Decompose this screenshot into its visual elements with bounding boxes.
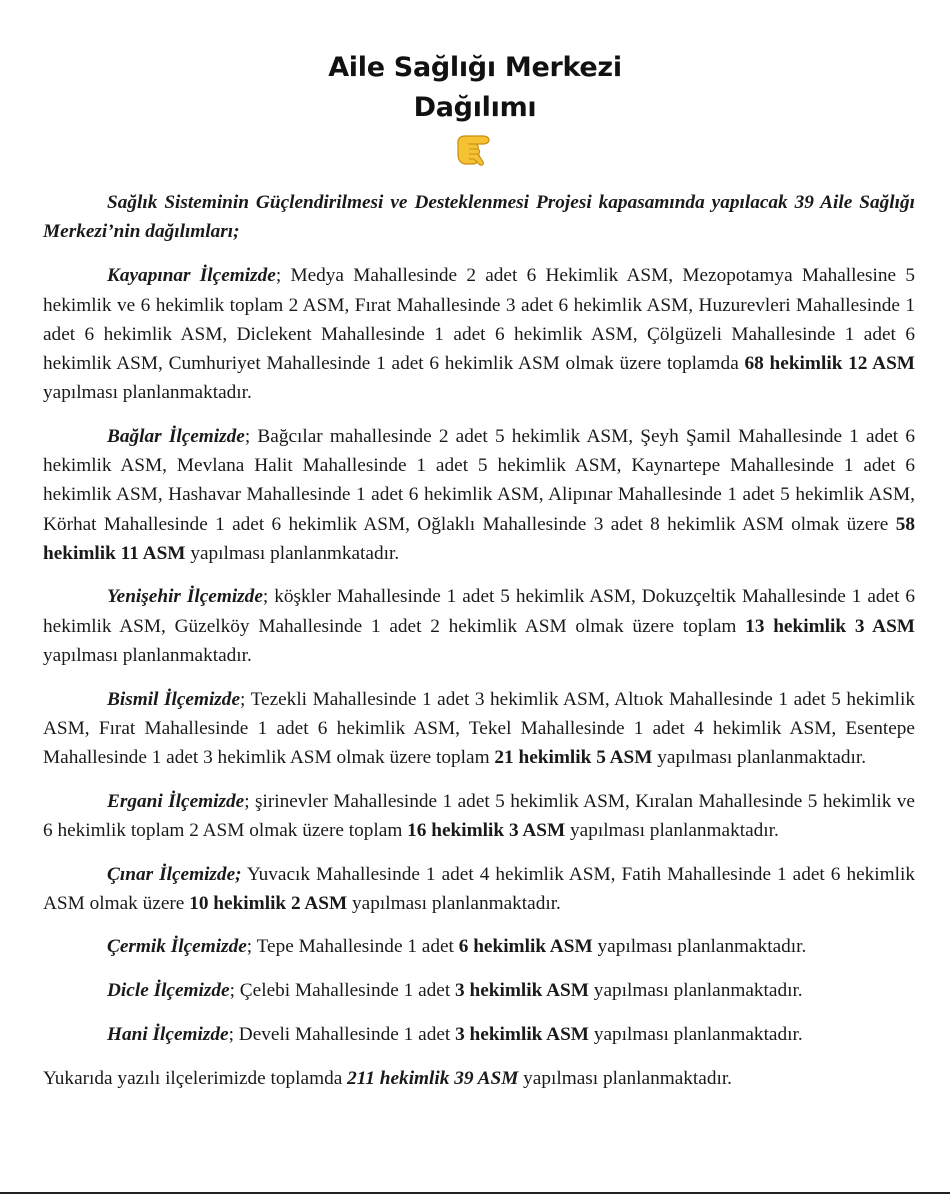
district-paragraph-bismil: Bismil İlçemizde; Tezekli Mahallesinde 1 adet 3 hekimlik ASM, Altıok Mahallesinde 1 adet 5 hekimlik ASM, Fırat Mahallesinde 1 adet 6 hekimlik ASM, Tekel Mahallesinde 1 adet 4 hekimlik ASM, Esentepe Mahallesinde 1 adet 3 hekimlik ASM olmak üzere toplam 21 hekimlik 5 ASM yapılması planlanmaktadır. [43, 688, 915, 768]
bottom-divider [0, 1192, 950, 1194]
district-name: Bismil İlçemizde [107, 688, 241, 710]
district-total: 6 hekimlik ASM [458, 936, 593, 958]
district-total: 3 hekimlik ASM [455, 980, 589, 1002]
district-paragraph-ergani: Ergani İlçemizde; şirinevler Mahallesinde 1 adet 5 hekimlik ASM, Kıralan Mahallesinde 5 hekimlik ve 6 hekimlik toplam 2 ASM olmak üzere toplam 16 hekimlik 3 ASM yapılması planlanmaktadır. [43, 790, 915, 841]
pointing-hand-icon [454, 128, 494, 170]
district-paragraph-dicle: Dicle İlçemizde; Çelebi Mahallesinde 1 adet 3 hekimlik ASM yapılması planlanmaktadır. [107, 980, 803, 1002]
district-text: Tepe Mahallesinde 1 adet [256, 936, 459, 958]
district-total: 58 hekimlik 11 ASM [43, 513, 915, 564]
title-line-2: Dağılımı [413, 92, 537, 123]
district-text: şirinevler Mahallesinde 1 adet 5 hekimlik ASM, Kıralan Mahallesinde 5 hekimlik ve 6 hekimlik toplam 2 ASM olmak üzere toplam [43, 790, 915, 841]
document-body [43, 188, 915, 1107]
district-name: Çınar İlçemizde; [107, 863, 242, 885]
district-paragraph-cinar: Çınar İlçemizde; Yuvacık Mahallesinde 1 adet 4 hekimlik ASM, Fatih Mahallesinde 1 adet 6 hekimlik ASM olmak üzere 10 hekimlik 2 ASM yapılması planlanmaktadır. [43, 863, 916, 914]
district-text: Tezekli Mahallesinde 1 adet 3 hekimlik ASM, Altıok Mahallesinde 1 adet 5 hekimlik ASM, Fırat Mahallesinde 1 adet 6 hekimlik ASM, Tekel Mahallesinde 1 adet 4 hekimlik ASM, Esentepe Mahallesinde 1 adet 3 hekimlik ASM olmak üzere toplam [43, 688, 915, 768]
title-line-1: Aile Sağlığı Merkezi [328, 52, 622, 83]
district-paragraph-cermik: Çermik İlçemizde; Tepe Mahallesinde 1 adet 6 hekimlik ASM yapılması planlanmaktadır. [107, 936, 807, 958]
district-name: Ergani İlçemizde [107, 790, 245, 812]
district-name: Bağlar İlçemizde [107, 425, 245, 447]
district-name: Dicle İlçemizde [107, 980, 230, 1002]
district-text: Yuvacık Mahallesinde 1 adet 4 hekimlik ASM, Fatih Mahallesinde 1 adet 6 hekimlik ASM olmak üzere [43, 863, 916, 914]
district-total: 16 hekimlik 3 ASM [407, 819, 566, 841]
district-text: Develi Mahallesinde 1 adet [238, 1023, 456, 1045]
district-paragraph-yenisehir: Yenişehir İlçemizde; köşkler Mahallesinde 1 adet 5 hekimlik ASM, Dokuzçeltik Mahallesinde 1 adet 6 hekimlik ASM, Güzelköy Mahallesinde 1 adet 2 hekimlik ASM olmak üzere toplam 13 hekimlik 3 ASM yapılması planlanmaktadır. [43, 586, 916, 666]
district-paragraph-hani: Hani İlçemizde; Develi Mahallesinde 1 adet 3 hekimlik ASM yapılması planlanmaktadır. [107, 1023, 803, 1045]
district-total: 21 hekimlik 5 ASM [494, 746, 653, 768]
district-name: Çermik İlçemizde [107, 936, 247, 958]
district-paragraph-kayapinar: Kayapınar İlçemizde; Medya Mahallesinde 2 adet 6 Hekimlik ASM, Mezopotamya Mahallesine 5 hekimlik ve 6 hekimlik toplam 2 ASM, Fırat Mahallesinde 3 adet 6 hekimlik ASM, Huzurevleri Mahallesinde 1 adet 6 hekimlik ASM, Diclekent Mahallesinde 1 adet 6 hekimlik ASM, Çölgüzeli Mahallesinde 1 adet 6 hekimlik ASM, Cumhuriyet Mahallesinde 1 adet 6 hekimlik ASM olmak üzere toplamda 68 hekimlik 12 ASM yapılması planlanmaktadır. [43, 265, 915, 404]
district-name: Kayapınar İlçemizde [107, 265, 276, 287]
district-name: Yenişehir İlçemizde [107, 586, 263, 608]
intro-paragraph: Sağlık Sisteminin Güçlendirilmesi ve Desteklenmesi Projesi kapasamında yapılacak 39 Aile Sağlığı Merkezi’nin dağılımları; [43, 192, 915, 243]
district-text: Çelebi Mahallesinde 1 adet [239, 980, 456, 1002]
district-name: Hani İlçemizde [107, 1023, 229, 1045]
district-total: 68 hekimlik 12 ASM [744, 353, 915, 375]
district-total: 10 hekimlik 2 ASM [189, 892, 348, 914]
district-text: köşkler Mahallesinde 1 adet 5 hekimlik ASM, Dokuzçeltik Mahallesinde 1 adet 6 hekimlik ASM, Güzelköy Mahallesinde 1 adet 2 hekimlik ASM olmak üzere toplam [43, 586, 915, 637]
district-text: Medya Mahallesinde 2 adet 6 Hekimlik ASM, Mezopotamya Mahallesine 5 hekimlik ve 6 hekimlik toplam 2 ASM, Fırat Mahallesinde 3 adet 6 hekimlik ASM, Huzurevleri Mahallesinde 1 adet 6 hekimlik ASM, Diclekent Mahallesinde 1 adet 6 hekimlik ASM, Çölgüzeli Mahallesinde 1 adet 6 hekimlik ASM, Cumhuriyet Mahallesinde 1 adet 6 hekimlik ASM olmak üzere toplamda [43, 265, 915, 375]
summary-total: 211 hekimlik 39 ASM [347, 1067, 519, 1089]
summary-paragraph: Yukarıda yazılı ilçelerimizde toplamda 211 hekimlik 39 ASM yapılması planlanmaktadır. [43, 1067, 732, 1089]
district-total: 13 hekimlik 3 ASM [745, 615, 916, 637]
district-paragraph-baglar: Bağlar İlçemizde; Bağcılar mahallesinde 2 adet 5 hekimlik ASM, Şeyh Şamil Mahallesinde 1 adet 6 hekimlik ASM, Mevlana Halit Mahallesinde 1 adet 5 hekimlik ASM, Kaynartepe Mahallesinde 1 adet 6 hekimlik ASM, Hashavar Mahallesinde 1 adet 6 hekimlik ASM, Alipınar Mahallesinde 1 adet 5 hekimlik ASM, Körhat Mahallesinde 1 adet 6 hekimlik ASM, Oğlaklı Mahallesinde 3 adet 8 hekimlik ASM olmak üzere 58 hekimlik 11 ASM yapılması planlanmkatadır. [43, 425, 915, 564]
district-total: 3 hekimlik ASM [455, 1023, 590, 1045]
district-text: Bağcılar mahallesinde 2 adet 5 hekimlik ASM, Şeyh Şamil Mahallesinde 1 adet 6 hekimlik ASM, Mevlana Halit Mahallesinde 1 adet 5 hekimlik ASM, Kaynartepe Mahallesinde 1 adet 6 hekimlik ASM, Hashavar Mahallesinde 1 adet 6 hekimlik ASM, Alipınar Mahallesinde 1 adet 5 hekimlik ASM, Körhat Mahallesinde 1 adet 6 hekimlik ASM, Oğlaklı Mahallesinde 3 adet 8 hekimlik ASM olmak üzere [43, 425, 915, 535]
page-title [0, 48, 950, 128]
